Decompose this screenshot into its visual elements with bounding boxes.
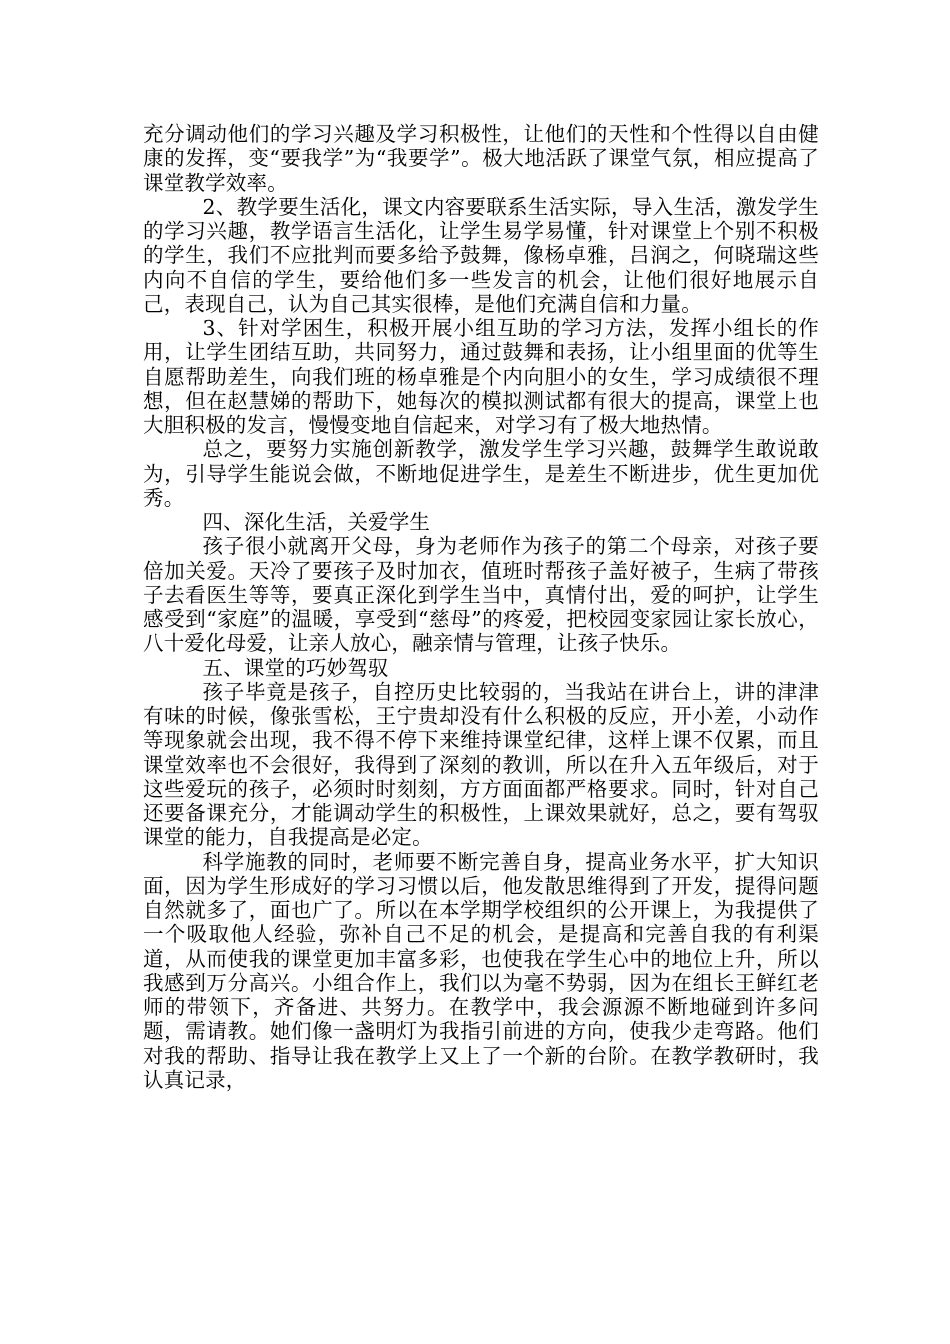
paragraph-6: 孩子毕竟是孩子，自控历史比较弱的，当我站在讲台上，讲的津津有味的时候，像张雪松，王宁贵却没有什么积极的反应，开小差，小动作等现象就会出现，我不得不停下来维持课堂纪律，这样上课不仅累，而且课堂效率也不会很好，我得到了深刻的教训，所以在升入五年级后，对于这些爱玩的孩子，必须时时刻刻，方方面面都严格要求。同时，针对自己还要备课充分，才能调动学生的积极性，上课效果就好，总之，要有驾驭课堂的能力，自我提高是必定。 [143, 679, 819, 850]
document-page [143, 122, 819, 1092]
paragraph-5: 孩子很小就离开父母，身为老师作为孩子的第二个母亲，对孩子要倍加关爱。天冷了要孩子及时加衣，值班时帮孩子盖好被子，生病了带孩子去看医生等等，要真正深化到学生当中，真情付出，爱的呵护，让学生感受到“家庭”的温暖，享受到“慈母”的疼爱，把校园变家园让家长放心，八十爱化母爱，让亲人放心，融亲情与管理，让孩子快乐。 [143, 534, 819, 656]
paragraph-2: 2、教学要生活化，课文内容要联系生活实际，导入生活，激发学生的学习兴趣，教学语言生活化，让学生易学易懂，针对课堂上个别不积极的学生，我们不应批判而要多给予鼓舞，像杨卓雅，吕润之，何晓瑞这些内向不自信的学生，要给他们多一些发言的机会，让他们很好地展示自己，表现自己，认为自己其实很棒，是他们充满自信和力量。 [143, 194, 819, 316]
section-heading-4: 四、深化生活，关爱学生 [202, 510, 431, 534]
section-heading-5: 五、课堂的巧妙驾驭 [202, 655, 389, 680]
paragraph-1: 充分调动他们的学习兴趣及学习积极性，让他们的天性和个性得以自由健康的发挥，变“要我学”为“我要学”。极大地活跃了课堂气氛，相应提高了课堂教学效率。 [143, 122, 819, 195]
paragraph-3: 3、针对学困生，积极开展小组互助的学习方法，发挥小组长的作用，让学生团结互助，共同努力，通过鼓舞和表扬，让小组里面的优等生自愿帮助差生，向我们班的杨卓雅是个内向胆小的女生，学习成绩很不理想，但在赵慧娣的帮助下，她每次的模拟测试都有很大的提高，课堂上也大胆积极的发言，慢慢变地自信起来，对学习有了极大地热情。 [143, 316, 819, 437]
paragraph-4: 总之，要努力实施创新教学，激发学生学习兴趣，鼓舞学生敢说敢为，引导学生能说会做，不断地促进学生，是差生不断进步，优生更加优秀。 [143, 437, 819, 510]
paragraph-7: 科学施教的同时，老师要不断完善自身，提高业务水平，扩大知识面，因为学生形成好的学习习惯以后，他发散思维得到了开发，提得问题自然就多了，面也广了。所以在本学期学校组织的公开课上，为我提供了一个吸取他人经验，弥补自己不足的机会，是提高和完善自我的有利渠道，从而使我的课堂更加丰富多彩，也使我在学生心中的地位上升，所以我感到万分高兴。小组合作上，我们以为毫不势弱，因为在组长王鲜红老师的带领下，齐备进、共努力。在教学中，我会源源不断地碰到许多问题，需请教。她们像一盏明灯为我指引前进的方向，使我少走弯路。他们对我的帮助、指导让我在教学上又上了一个新的台阶。在教学教研时，我认真记录， [143, 849, 819, 1092]
